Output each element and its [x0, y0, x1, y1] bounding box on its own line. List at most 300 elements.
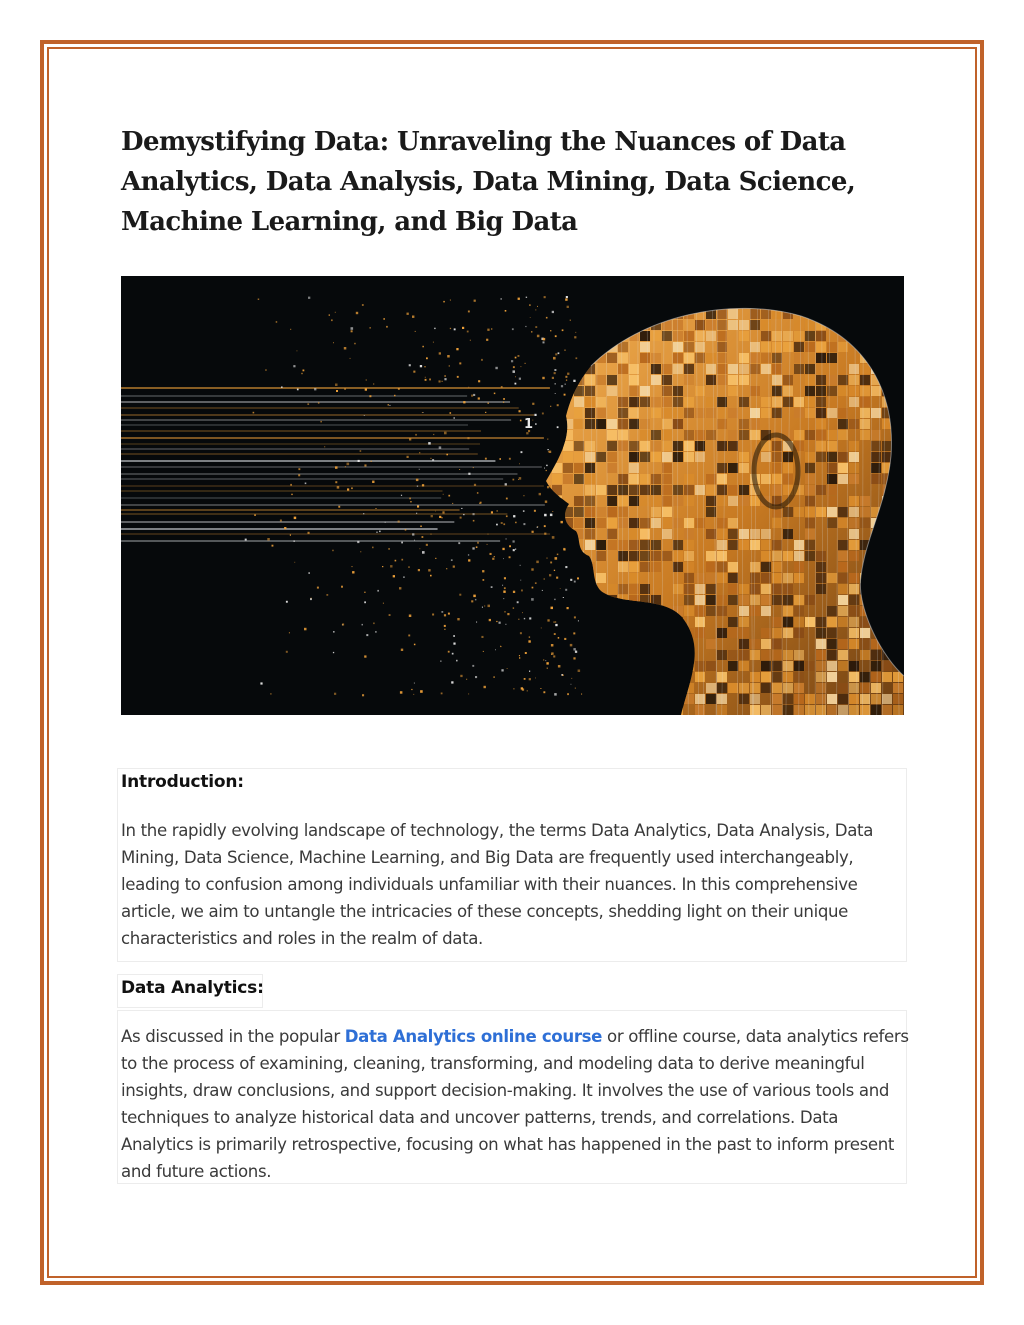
pixel-tile — [585, 595, 595, 605]
particle — [414, 683, 415, 684]
pixel-tile — [684, 683, 694, 693]
pixel-tile — [717, 441, 727, 451]
pixel-tile — [882, 661, 892, 671]
pixel-tile — [761, 661, 771, 671]
pixel-tile — [541, 540, 551, 550]
pixel-tile — [728, 562, 738, 572]
pixel-tile — [563, 694, 573, 704]
pixel-tile — [783, 298, 793, 308]
particle — [537, 335, 540, 338]
particle — [515, 357, 517, 359]
pixel-tile — [684, 496, 694, 506]
pixel-tile — [816, 661, 826, 671]
particle — [570, 579, 572, 581]
particle — [548, 449, 549, 450]
pixel-tile — [805, 551, 815, 561]
pixel-tile — [871, 595, 881, 605]
particle — [439, 352, 441, 354]
pixel-tile — [673, 397, 683, 407]
particle — [544, 533, 546, 535]
pixel-tile — [739, 584, 749, 594]
particle — [331, 319, 333, 321]
pixel-tile — [717, 309, 727, 319]
pixel-tile — [871, 364, 881, 374]
pixel-tile — [728, 595, 738, 605]
hero-image — [121, 276, 904, 715]
pixel-tile — [816, 694, 826, 704]
pixel-tile — [728, 463, 738, 473]
pixel-tile — [794, 408, 804, 418]
pixel-tile — [585, 606, 595, 616]
particle — [521, 590, 523, 592]
pixel-tile — [574, 705, 584, 715]
particle — [270, 693, 271, 694]
pixel-tile — [552, 331, 562, 341]
pixel-tile — [596, 375, 606, 385]
pixel-tile — [871, 694, 881, 704]
particle — [390, 565, 392, 567]
particle — [478, 397, 480, 399]
particle — [515, 549, 516, 550]
pixel-tile — [849, 320, 859, 330]
pixel-tile — [827, 298, 837, 308]
pixel-tile — [761, 705, 771, 715]
pixel-tile — [728, 430, 738, 440]
pixel-tile — [838, 463, 848, 473]
pixel-tile — [838, 540, 848, 550]
pixel-tile — [684, 375, 694, 385]
pixel-tile — [794, 342, 804, 352]
data-analytics-heading: Data Analytics: — [121, 978, 264, 998]
particle — [530, 317, 531, 318]
particle — [304, 628, 307, 631]
particle — [373, 623, 375, 625]
pixel-tile — [860, 584, 870, 594]
pixel-tile — [574, 320, 584, 330]
particle — [305, 483, 307, 485]
particle — [422, 484, 424, 486]
pixel-tile — [827, 375, 837, 385]
particle — [419, 469, 420, 470]
pixel-tile — [794, 430, 804, 440]
pixel-tile — [662, 452, 672, 462]
pixel-tile — [860, 342, 870, 352]
particle — [565, 589, 567, 591]
pixel-tile — [893, 507, 903, 517]
particle — [444, 629, 445, 630]
particle — [485, 458, 487, 460]
particle — [335, 312, 336, 313]
pixel-tile — [794, 595, 804, 605]
particle — [520, 632, 522, 634]
pixel-tile — [849, 617, 859, 627]
particle — [401, 495, 402, 496]
pixel-tile — [552, 672, 562, 682]
pixel-tile — [838, 661, 848, 671]
pixel-tile — [794, 540, 804, 550]
particle — [336, 390, 338, 392]
particle — [413, 371, 415, 373]
particle — [552, 511, 553, 512]
pixel-tile — [750, 639, 760, 649]
pixel-tile — [618, 441, 628, 451]
pixel-tile — [640, 672, 650, 682]
pixel-tile — [893, 496, 903, 506]
particle — [409, 364, 411, 366]
pixel-tile — [893, 441, 903, 451]
pixel-tile — [827, 287, 837, 297]
pixel-tile — [640, 496, 650, 506]
pixel-tile — [640, 452, 650, 462]
pixel-tile — [662, 331, 672, 341]
particle — [290, 329, 291, 330]
pixel-tile — [849, 309, 859, 319]
particle — [550, 330, 551, 331]
pixel-tile — [607, 694, 617, 704]
particle — [504, 611, 505, 612]
pixel-tile — [739, 617, 749, 627]
pixel-tile — [717, 518, 727, 528]
pixel-tile — [750, 364, 760, 374]
pixel-tile — [596, 419, 606, 429]
data-analytics-course-link[interactable]: Data Analytics online course — [344, 1027, 603, 1046]
particle — [318, 402, 320, 404]
pixel-tile — [651, 540, 661, 550]
particle — [441, 611, 443, 613]
pixel-tile — [618, 705, 628, 715]
pixel-tile — [552, 298, 562, 308]
intro-heading: Introduction: — [121, 772, 244, 792]
particle — [260, 682, 262, 684]
pixel-tile — [651, 331, 661, 341]
particle — [542, 590, 543, 591]
pixel-tile — [563, 661, 573, 671]
pixel-tile — [860, 375, 870, 385]
pixel-tile — [574, 628, 584, 638]
pixel-tile — [651, 474, 661, 484]
pixel-tile — [728, 441, 738, 451]
particle — [424, 366, 425, 367]
pixel-tile — [552, 342, 562, 352]
pixel-tile — [838, 606, 848, 616]
pixel-tile — [772, 694, 782, 704]
pixel-tile — [882, 342, 892, 352]
particle — [347, 488, 349, 490]
pixel-tile — [893, 452, 903, 462]
pixel-tile — [541, 463, 551, 473]
pixel-tile — [739, 628, 749, 638]
pixel-tile — [596, 573, 606, 583]
particle — [556, 577, 558, 579]
pixel-tile — [761, 320, 771, 330]
pixel-tile — [849, 628, 859, 638]
pixel-tile — [893, 540, 903, 550]
particle — [453, 417, 455, 419]
pixel-tile — [552, 683, 562, 693]
pixel-tile — [783, 573, 793, 583]
particle — [456, 660, 458, 662]
particle — [544, 296, 546, 298]
pixel-tile — [794, 562, 804, 572]
pixel-tile — [607, 672, 617, 682]
pixel-tile — [750, 342, 760, 352]
particle — [422, 346, 424, 348]
pixel-tile — [816, 650, 826, 660]
particle — [457, 376, 459, 378]
pixel-tile — [750, 705, 760, 715]
particle — [547, 486, 549, 488]
pixel-tile — [640, 353, 650, 363]
pixel-tile — [893, 320, 903, 330]
pixel-tile — [871, 386, 881, 396]
pixel-tile — [640, 276, 650, 286]
pixel-tile — [662, 672, 672, 682]
particle — [372, 481, 374, 483]
pixel-tile — [750, 353, 760, 363]
particle — [429, 379, 431, 381]
particle — [519, 477, 522, 480]
particle — [366, 634, 368, 636]
pixel-tile — [893, 342, 903, 352]
pixel-tile — [761, 364, 771, 374]
particle — [519, 463, 520, 464]
particle — [281, 386, 283, 388]
particle — [329, 314, 330, 315]
pixel-tile — [871, 287, 881, 297]
particle — [364, 464, 366, 466]
pixel-tile — [629, 705, 639, 715]
pixel-tile — [717, 463, 727, 473]
hero-artwork — [121, 276, 904, 715]
particle — [546, 558, 547, 559]
pixel-tile — [728, 287, 738, 297]
pixel-tile — [860, 298, 870, 308]
pixel-tile — [849, 551, 859, 561]
pixel-tile — [607, 507, 617, 517]
particle — [451, 559, 453, 561]
particle — [360, 450, 362, 452]
pixel-tile — [651, 518, 661, 528]
overlay-digit: 1 — [524, 417, 534, 432]
particle — [562, 674, 564, 676]
pixel-tile — [772, 705, 782, 715]
pixel-tile — [739, 694, 749, 704]
pixel-tile — [827, 650, 837, 660]
pixel-tile — [772, 386, 782, 396]
particle — [547, 668, 548, 669]
particle — [389, 614, 391, 616]
pixel-tile — [882, 485, 892, 495]
pixel-tile — [783, 452, 793, 462]
pixel-tile — [871, 672, 881, 682]
particle — [449, 365, 450, 366]
particle — [441, 517, 442, 518]
pixel-tile — [805, 540, 815, 550]
pixel-tile — [761, 683, 771, 693]
pixel-tile — [816, 617, 826, 627]
pixel-tile — [684, 628, 694, 638]
particle — [310, 598, 312, 600]
pixel-tile — [761, 276, 771, 286]
pixel-tile — [629, 628, 639, 638]
particle — [416, 513, 417, 514]
particle — [460, 517, 462, 519]
pixel-tile — [640, 529, 650, 539]
particle — [412, 316, 414, 318]
particle — [531, 598, 534, 601]
pixel-tile — [882, 584, 892, 594]
pixel-tile — [772, 397, 782, 407]
particle — [369, 395, 371, 397]
particle — [560, 588, 561, 589]
particle — [472, 547, 474, 549]
pixel-tile — [607, 683, 617, 693]
pixel-tile — [805, 694, 815, 704]
pixel-tile — [673, 650, 683, 660]
pixel-tile — [684, 584, 694, 594]
pixel-tile — [772, 639, 782, 649]
particle — [422, 551, 425, 554]
particle — [332, 550, 334, 552]
pixel-tile — [838, 474, 848, 484]
pixel-tile — [684, 529, 694, 539]
pixel-tile — [871, 617, 881, 627]
pixel-tile — [882, 628, 892, 638]
pixel-tile — [827, 276, 837, 286]
particle — [574, 616, 576, 618]
pixel-tile — [684, 397, 694, 407]
particle — [337, 486, 340, 489]
particle — [481, 359, 483, 361]
pixel-tile — [827, 353, 837, 363]
pixel-tile — [860, 694, 870, 704]
pixel-tile — [541, 364, 551, 374]
pixel-tile — [860, 276, 870, 286]
particle — [564, 638, 566, 640]
pixel-tile — [640, 606, 650, 616]
pixel-tile — [871, 463, 881, 473]
pixel-tile — [860, 496, 870, 506]
particle — [500, 646, 501, 647]
pixel-tile — [728, 320, 738, 330]
pixel-tile — [893, 606, 903, 616]
particle — [506, 498, 508, 500]
particle — [561, 385, 563, 387]
pixel-tile — [772, 452, 782, 462]
particle — [549, 574, 551, 576]
particle — [477, 492, 479, 494]
particle — [428, 442, 431, 445]
pixel-tile — [552, 606, 562, 616]
pixel-tile — [541, 375, 551, 385]
pixel-tile — [618, 551, 628, 561]
particle — [575, 688, 576, 689]
pixel-tile — [618, 276, 628, 286]
pixel-tile — [717, 485, 727, 495]
pixel-tile — [563, 287, 573, 297]
particle — [450, 300, 451, 301]
pixel-tile — [673, 628, 683, 638]
pixel-tile — [541, 595, 551, 605]
pixel-tile — [706, 331, 716, 341]
pixel-tile — [772, 628, 782, 638]
pixel-tile — [739, 452, 749, 462]
pixel-tile — [717, 573, 727, 583]
pixel-tile — [662, 463, 672, 473]
pixel-tile — [585, 507, 595, 517]
pixel-tile — [673, 353, 683, 363]
pixel-tile — [860, 419, 870, 429]
pixel-tile — [662, 705, 672, 715]
particle — [488, 534, 489, 535]
particle — [554, 599, 555, 600]
particle — [503, 402, 504, 403]
pixel-tile — [717, 529, 727, 539]
particle — [563, 548, 565, 550]
pixel-tile — [684, 606, 694, 616]
pixel-tile — [651, 353, 661, 363]
pixel-tile — [618, 430, 628, 440]
pixel-tile — [882, 672, 892, 682]
pixel-tile — [816, 573, 826, 583]
pixel-tile — [651, 397, 661, 407]
pixel-tile — [574, 397, 584, 407]
pixel-tile — [585, 342, 595, 352]
pixel-tile — [838, 694, 848, 704]
particle — [552, 377, 554, 379]
particle — [565, 566, 567, 568]
pixel-tile — [585, 276, 595, 286]
pixel-tile — [849, 419, 859, 429]
particle — [401, 649, 403, 651]
pixel-tile — [827, 672, 837, 682]
pixel-tile — [838, 584, 848, 594]
pixel-tile — [860, 320, 870, 330]
particle — [490, 553, 492, 555]
pixel-tile — [563, 628, 573, 638]
pixel-tile — [860, 353, 870, 363]
pixel-tile — [783, 705, 793, 715]
pixel-tile — [816, 441, 826, 451]
pixel-tile — [585, 298, 595, 308]
pixel-tile — [574, 584, 584, 594]
pixel-tile — [552, 364, 562, 374]
particle — [557, 554, 559, 556]
particle — [470, 340, 471, 341]
pixel-tile — [882, 309, 892, 319]
pixel-tile — [739, 463, 749, 473]
particle — [555, 393, 556, 394]
pixel-tile — [695, 276, 705, 286]
particle — [513, 607, 514, 608]
pixel-tile — [563, 320, 573, 330]
pixel-tile — [673, 331, 683, 341]
pixel-tile — [783, 474, 793, 484]
pixel-tile — [673, 485, 683, 495]
pixel-tile — [552, 650, 562, 660]
particle — [558, 637, 560, 639]
particle — [362, 304, 364, 306]
pixel-tile — [585, 650, 595, 660]
particle — [544, 578, 545, 579]
pixel-tile — [662, 694, 672, 704]
pixel-tile — [574, 562, 584, 572]
pixel-tile — [618, 474, 628, 484]
pixel-tile — [607, 529, 617, 539]
particle — [301, 373, 302, 374]
particle — [425, 379, 427, 381]
particle — [523, 523, 525, 525]
